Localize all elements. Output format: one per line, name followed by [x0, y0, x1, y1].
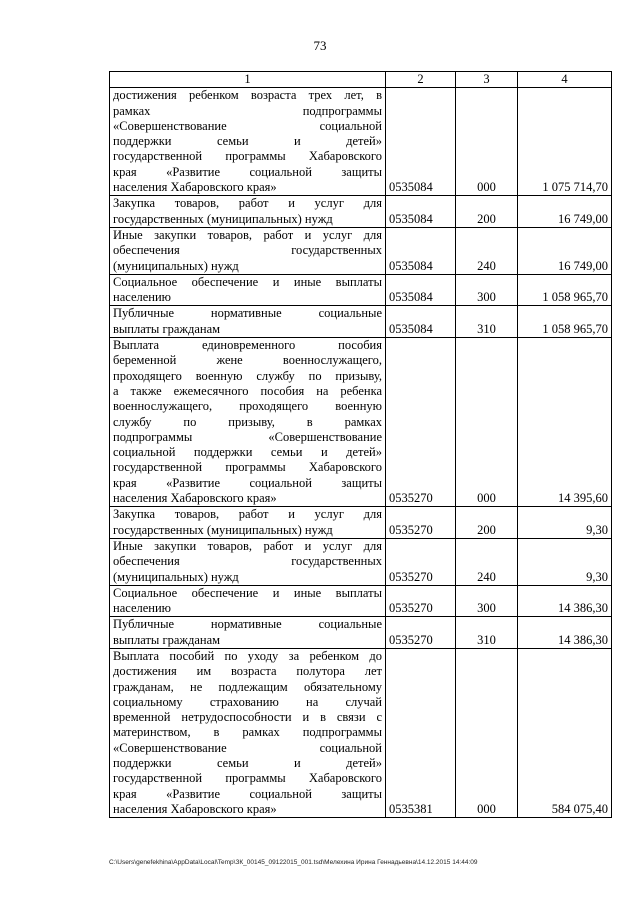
row-expense-type: 300 — [456, 274, 518, 306]
row-description — [110, 648, 386, 817]
table-row — [110, 338, 612, 507]
table-row — [110, 227, 612, 274]
table-row — [110, 306, 612, 338]
row-target-code: 0535270 — [386, 617, 456, 649]
row-expense-type: 240 — [456, 227, 518, 274]
description-line: выплаты гражданам — [113, 632, 221, 647]
row-target-code: 0535270 — [386, 585, 456, 617]
description-line: достижения ребенком возраста трех лет, в — [113, 88, 382, 103]
row-description — [110, 538, 386, 585]
row-expense-type: 000 — [456, 338, 518, 507]
row-expense-type: 310 — [456, 306, 518, 338]
description-line: обеспечения государственных — [113, 554, 382, 569]
row-amount: 9,30 — [518, 507, 612, 539]
description-line: рамках подпрограммы — [113, 103, 382, 118]
description-line: Выплата единовременного пособия — [113, 338, 382, 353]
description-line: Иные закупки товаров, работ и услуг для — [113, 227, 382, 242]
description-line: материнством, в рамках подпрограммы — [113, 725, 382, 740]
description-line: временной нетрудоспособности и в связи с — [113, 710, 382, 725]
description-line: населению — [113, 290, 171, 305]
header-col-1: 1 — [110, 72, 386, 88]
footer-file-path: C:\Users\genefekhina\AppData\Local\Temp\ЗК_00145_09122015_001.tsd\Мелехина Ирина Геннадьевна\14.12.2015 14:44:09 — [109, 859, 478, 866]
row-amount: 1 058 965,70 — [518, 274, 612, 306]
description-line: социальному страхованию на случай — [113, 694, 382, 709]
row-target-code: 0535270 — [386, 538, 456, 585]
row-amount: 14 386,30 — [518, 617, 612, 649]
row-amount: 9,30 — [518, 538, 612, 585]
row-target-code: 0535084 — [386, 274, 456, 306]
row-expense-type: 000 — [456, 648, 518, 817]
description-line: населения Хабаровского края» — [113, 180, 277, 195]
table-row — [110, 196, 612, 228]
description-line: государственных (муниципальных) нужд — [113, 522, 333, 537]
description-line: Выплата пособий по уходу за ребенком до — [113, 648, 382, 663]
description-line: Публичные нормативные социальные — [113, 617, 382, 632]
header-col-4: 4 — [518, 72, 612, 88]
row-amount: 584 075,40 — [518, 648, 612, 817]
row-expense-type: 310 — [456, 617, 518, 649]
table-row — [110, 88, 612, 196]
row-description — [110, 585, 386, 617]
header-col-2: 2 — [386, 72, 456, 88]
description-line: Закупка товаров, работ и услуг для — [113, 507, 382, 522]
description-line: Социальное обеспечение и иные выплаты — [113, 274, 382, 289]
description-line: подпрограммы «Совершенствование — [113, 429, 382, 444]
description-line: Иные закупки товаров, работ и услуг для — [113, 538, 382, 553]
row-amount: 1 075 714,70 — [518, 88, 612, 196]
row-description — [110, 274, 386, 306]
description-line: выплаты гражданам — [113, 321, 221, 336]
row-expense-type: 200 — [456, 196, 518, 228]
description-line: Социальное обеспечение и иные выплаты — [113, 585, 382, 600]
row-description — [110, 227, 386, 274]
description-line: (муниципальных) нужд — [113, 258, 239, 273]
budget-table — [109, 71, 612, 818]
description-line: государственной программы Хабаровского — [113, 771, 382, 786]
row-target-code: 0535270 — [386, 338, 456, 507]
row-amount: 16 749,00 — [518, 227, 612, 274]
description-line: государственных (муниципальных) нужд — [113, 211, 333, 226]
description-line: службу по призыву, в рамках — [113, 414, 382, 429]
description-line: «Совершенствование социальной — [113, 740, 382, 755]
row-expense-type: 000 — [456, 88, 518, 196]
row-description — [110, 507, 386, 539]
row-description — [110, 617, 386, 649]
table-row — [110, 507, 612, 539]
description-line: поддержки семьи и детей» — [113, 134, 382, 149]
description-line: проходящего военную службу по призыву, — [113, 368, 382, 383]
row-expense-type: 200 — [456, 507, 518, 539]
row-target-code: 0535270 — [386, 507, 456, 539]
table-row — [110, 617, 612, 649]
table-row — [110, 538, 612, 585]
description-line: Закупка товаров, работ и услуг для — [113, 196, 382, 211]
row-target-code: 0535084 — [386, 306, 456, 338]
row-amount: 14 386,30 — [518, 585, 612, 617]
description-line: гражданам, не подлежащим обязательному — [113, 679, 382, 694]
description-line: края «Развитие социальной защиты — [113, 164, 382, 179]
header-col-3: 3 — [456, 72, 518, 88]
row-expense-type: 300 — [456, 585, 518, 617]
description-line: военнослужащего, проходящего военную — [113, 399, 382, 414]
row-amount: 1 058 965,70 — [518, 306, 612, 338]
description-line: края «Развитие социальной защиты — [113, 786, 382, 801]
description-line: Публичные нормативные социальные — [113, 306, 382, 321]
description-line: государственной программы Хабаровского — [113, 460, 382, 475]
table-row — [110, 274, 612, 306]
row-target-code: 0535084 — [386, 88, 456, 196]
description-line: населения Хабаровского края» — [113, 801, 277, 816]
description-line: (муниципальных) нужд — [113, 569, 239, 584]
row-description — [110, 196, 386, 228]
description-line: населения Хабаровского края» — [113, 491, 277, 506]
description-line: социальной поддержки семьи и детей» — [113, 445, 382, 460]
description-line: «Совершенствование социальной — [113, 118, 382, 133]
table-row — [110, 648, 612, 817]
table-header-row — [110, 72, 612, 88]
description-line: беременной жене военнослужащего, — [113, 353, 382, 368]
description-line: достижения им возраста полутора лет — [113, 664, 382, 679]
row-description — [110, 88, 386, 196]
description-line: государственной программы Хабаровского — [113, 149, 382, 164]
description-line: края «Развитие социальной защиты — [113, 475, 382, 490]
row-amount: 16 749,00 — [518, 196, 612, 228]
description-line: обеспечения государственных — [113, 243, 382, 258]
row-target-code: 0535084 — [386, 227, 456, 274]
row-amount: 14 395,60 — [518, 338, 612, 507]
row-description — [110, 306, 386, 338]
table-row — [110, 585, 612, 617]
row-target-code: 0535084 — [386, 196, 456, 228]
page-number: 73 — [313, 38, 327, 53]
description-line: поддержки семьи и детей» — [113, 756, 382, 771]
description-line: а также ежемесячного пособия на ребенка — [113, 383, 382, 398]
description-line: населению — [113, 601, 171, 616]
row-target-code: 0535381 — [386, 648, 456, 817]
row-expense-type: 240 — [456, 538, 518, 585]
row-description — [110, 338, 386, 507]
